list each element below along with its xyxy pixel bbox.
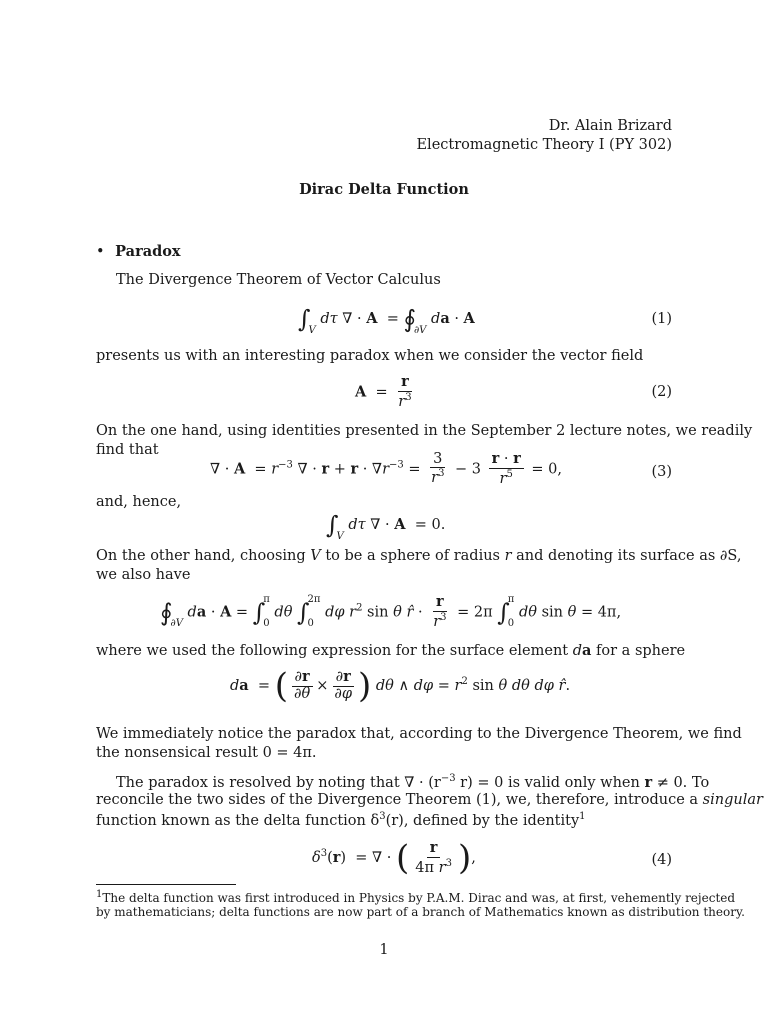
text-segment-bold: a xyxy=(582,642,592,659)
footnote-text: The delta function was first introduced in Physics by P.A.M. Dirac and was, at first, vehemently rejected xyxy=(102,891,736,905)
text-segment: where we used the following expression for the surface element xyxy=(96,643,573,659)
page-number: 1 xyxy=(379,942,389,958)
text-segment-italic: r xyxy=(504,548,512,564)
equation-2-number: (2) xyxy=(651,384,672,400)
footnote-divider xyxy=(96,884,236,885)
paragraph-hence: and, hence, xyxy=(96,494,182,510)
paragraph-identities-2: find that xyxy=(96,442,159,458)
text-segment: On the other hand, choosing xyxy=(96,548,311,564)
text-segment-bold: r xyxy=(644,773,653,791)
author-name: Dr. Alain Brizard xyxy=(548,118,672,134)
paragraph-surface-element xyxy=(96,642,685,659)
equation-3-number: (3) xyxy=(651,464,672,480)
text-segment-italic: d xyxy=(572,643,583,659)
text-segment: for a sphere xyxy=(591,643,686,659)
text-segment: and denoting its surface as ∂S, xyxy=(511,548,742,564)
text-segment: The paradox is resolved by noting that ∇ · (r xyxy=(116,774,441,791)
course-title: Electromagnetic Theory I (PY 302) xyxy=(416,137,672,153)
paragraph-identities-1: On the one hand, using identities presented in the September 2 lecture notes, we readily xyxy=(96,423,753,439)
equation-surface-element: da = ( $\frac{\partial r}{\partial\theta}$ × $\frac{\partial r}{\partial\varphi}$ ) dθ ∧ $d\varphi = r^2$ sin θ dθ dφ r̂. xyxy=(230,666,571,706)
section-title: Paradox xyxy=(115,243,181,260)
section-heading xyxy=(96,243,181,260)
paragraph-other-hand-1 xyxy=(96,548,741,564)
paragraph-resolved-1: The paradox is resolved by noting that ∇ · ($r^{-3}$ r) = 0 is valid only when r ≠ 0. To xyxy=(116,773,710,791)
footnote-ref: 1 xyxy=(579,811,586,822)
equation-4-number: (4) xyxy=(651,852,672,868)
paragraph-resolved-2 xyxy=(96,792,763,808)
text-segment: to be a sphere of radius xyxy=(320,548,505,564)
equation-3: ∇ · $A = r^{-3}$ ∇ · $r + r \cdot \nabla r^{-3}$ = $\frac{3}{r^3}$ − 3 $\frac{r \cdot r}{r^5}$ = 0, xyxy=(210,450,562,487)
paragraph-paradox-1: We immediately notice the paradox that, according to the Divergence Theorem, we find xyxy=(96,726,742,742)
equation-2: A = $\frac{r}{r^3}$ xyxy=(355,373,412,410)
page-title: Dirac Delta Function xyxy=(299,181,469,198)
text-segment-italic: V xyxy=(310,548,321,564)
paragraph-other-hand-2: we also have xyxy=(96,567,191,583)
equation-4: $\delta^3(r)$ = ∇ · ( $\frac{r}{4\pi r^3}$ ), xyxy=(312,838,476,878)
paragraph-intro: The Divergence Theorem of Vector Calculus xyxy=(116,272,441,288)
text-segment: function known as the delta function δ xyxy=(96,812,380,829)
bullet-icon: • xyxy=(96,244,105,260)
footnote-mark: 1 xyxy=(96,889,103,900)
text-segment-italic: singular xyxy=(702,792,763,808)
text-segment: r) = 0 is valid only when xyxy=(455,774,645,791)
text-segment: ≠ 0. To xyxy=(652,774,710,791)
equation-zero-integral: ∫ V dτ ∇ · A = 0. xyxy=(326,511,446,542)
equation-1-number: (1) xyxy=(651,311,672,327)
text-segment: (r), defined by the identity xyxy=(385,812,580,829)
text-segment: reconcile the two sides of the Divergence Theorem (1), we, therefore, introduce a xyxy=(96,792,703,808)
footnote-line-2: by mathematicians; delta functions are now part of a branch of Mathematics known as distribution theory. xyxy=(96,905,745,919)
paragraph-resolved-3: function known as the delta function $\delta^3(r)$, defined by the identity$^1$ xyxy=(96,811,586,829)
paragraph-vector-field: presents us with an interesting paradox when we consider the vector field xyxy=(96,348,644,364)
paragraph-paradox-2: the nonsensical result 0 = 4π. xyxy=(96,745,317,761)
equation-1: ∫ V dτ ∇ · A = ∮ ∂V da · A xyxy=(298,305,475,336)
footnote-line-1 xyxy=(96,889,735,905)
equation-sphere-integral: ∮ ∂V da · A = ∫ π 0 dθ ∫ 2π 0 dφ $r^2$ sin θ r̂ · $\frac{r}{r^3}$ = 2π ∫ π 0 dθ sin θ = 4π, xyxy=(160,593,622,630)
